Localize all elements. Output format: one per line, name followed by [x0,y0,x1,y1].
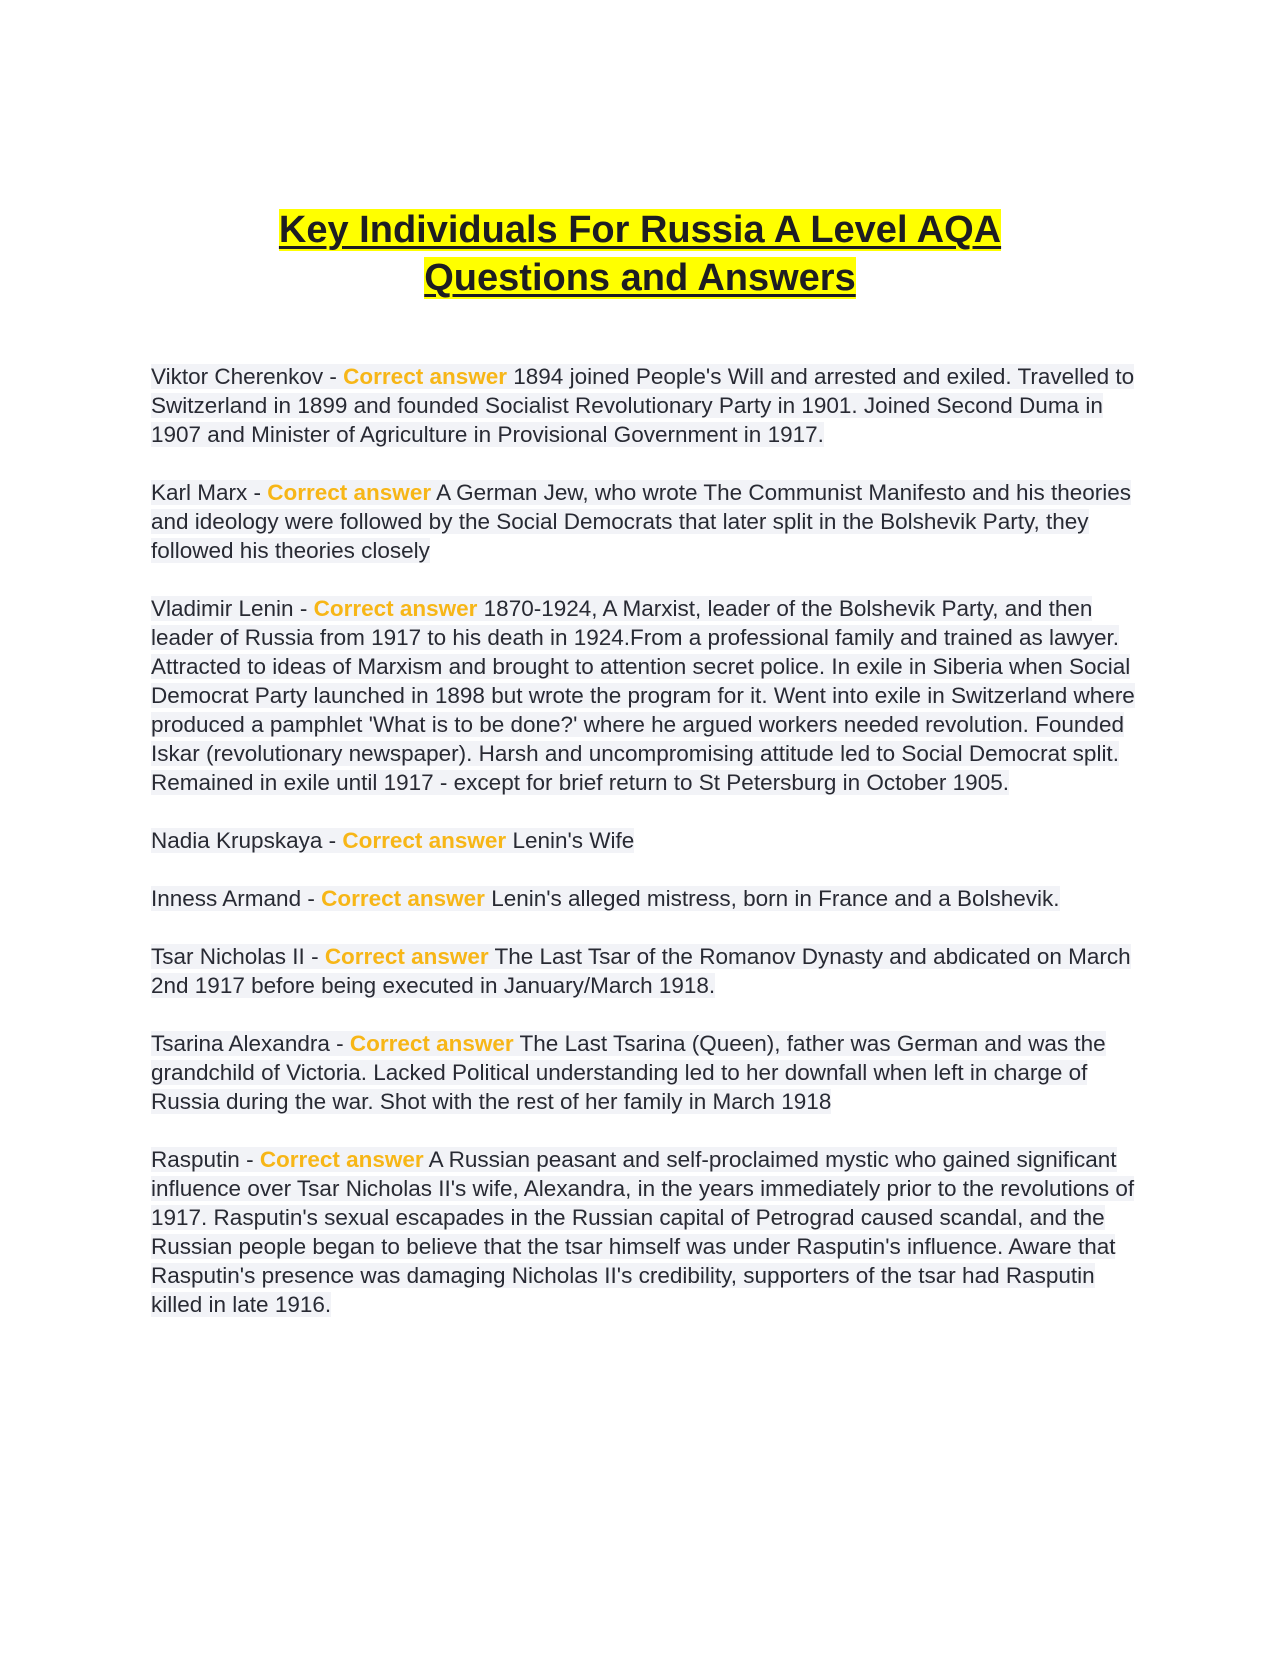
entry-answer: 1870-1924, A Marxist, leader of the Bolshevik Party, and then leader of Russia from 1917 to his death in 1924.From a professional family and trained as lawyer. Attracted to ideas of Marxism and brought to attention secret police. In exile in Siberia when Social Democrat Party launched in 1898 but wrote the program for it. Went into exile in Switzerland where produced a pamphlet 'What is to be done?' where he argued workers needed revolution. Founded Iskar (revolutionary newspaper). Harsh and uncompromising attitude led to Social Democrat split. Remained in exile until 1917 - except for brief return to St Petersburg in October 1905. [151,596,1135,795]
entry-separator: - [293,596,314,621]
entry-separator: - [304,944,325,969]
correct-answer-label: Correct answer [343,364,507,389]
entry-term: Karl Marx [151,480,248,505]
entry-term: Viktor Cherenkov [151,364,324,389]
entry-karl-marx [151,478,1136,565]
entry-term: Vladimir Lenin [151,596,294,621]
entry-term: Tsarina Alexandra [151,1031,330,1056]
entry-answer: A German Jew, who wrote The Communist Manifesto and his theories and ideology were followed by the Social Democrats that later split in the Bolshevik Party, they followed his theories closely [151,480,1132,563]
document-title [150,206,1130,302]
entry-separator: - [322,828,343,853]
entry-tsar-nicholas-ii [151,942,1136,1000]
entry-answer: The Last Tsarina (Queen), father was German and was the grandchild of Victoria. Lacked Political understanding led to her downfall when left in charge of Russia during the war. Shot with the rest of her family in March 1918 [151,1031,1106,1114]
entry-separator: - [239,1147,260,1172]
correct-answer-label: Correct answer [267,480,432,505]
entry-answer: 1894 joined People's Will and arrested and exiled. Travelled to Switzerland in 1899 and founded Socialist Revolutionary Party in 1901. Joined Second Duma in 1907 and Minister of Agriculture in Provisional Government in 1917. [151,364,1135,447]
entry-viktor-cherenkov [151,362,1136,449]
correct-answer-label: Correct answer [324,944,489,969]
entry-inness-armand [151,884,1136,913]
correct-answer-label: Correct answer [349,1031,514,1056]
entry-rasputin [151,1145,1136,1319]
title-line-2: Questions and Answers [424,257,856,299]
entry-term: Tsar Nicholas II [151,944,305,969]
entry-separator: - [329,1031,350,1056]
correct-answer-label: Correct answer [313,596,478,621]
entry-answer: A Russian peasant and self-proclaimed mystic who gained significant influence over Tsar Nicholas II's wife, Alexandra, in the years immediately prior to the revolutions of 1917. Rasputin's sexual escapades in the Russian capital of Petrograd caused scandal, and the Russian people began to believe that the tsar himself was under Rasputin's influence. Aware that Rasputin's presence was damaging Nicholas II's credibility, supporters of the tsar had Rasputin killed in late 1916. [151,1147,1135,1317]
entries-list [151,362,1136,1348]
entry-vladimir-lenin [151,594,1136,797]
correct-answer-label: Correct answer [259,1147,424,1172]
entry-term: Rasputin [151,1147,240,1172]
title-line-1: Key Individuals For Russia A Level AQA [278,209,1002,251]
entry-answer: Lenin's alleged mistress, born in France and a Bolshevik. [491,886,1060,911]
entry-term: Inness Armand [151,886,302,911]
correct-answer-label: Correct answer [342,828,507,853]
entry-answer: Lenin's Wife [512,828,635,853]
entry-nadia-krupskaya [151,826,1136,855]
entry-answer: The Last Tsar of the Romanov Dynasty and abdicated on March 2nd 1917 before being executed in January/March 1918. [151,944,1131,998]
correct-answer-label: Correct answer [321,886,485,911]
entry-separator: - [301,886,322,911]
entry-term: Nadia Krupskaya [151,828,323,853]
entry-tsarina-alexandra [151,1029,1136,1116]
entry-separator: - [247,480,268,505]
entry-separator: - [323,364,344,389]
